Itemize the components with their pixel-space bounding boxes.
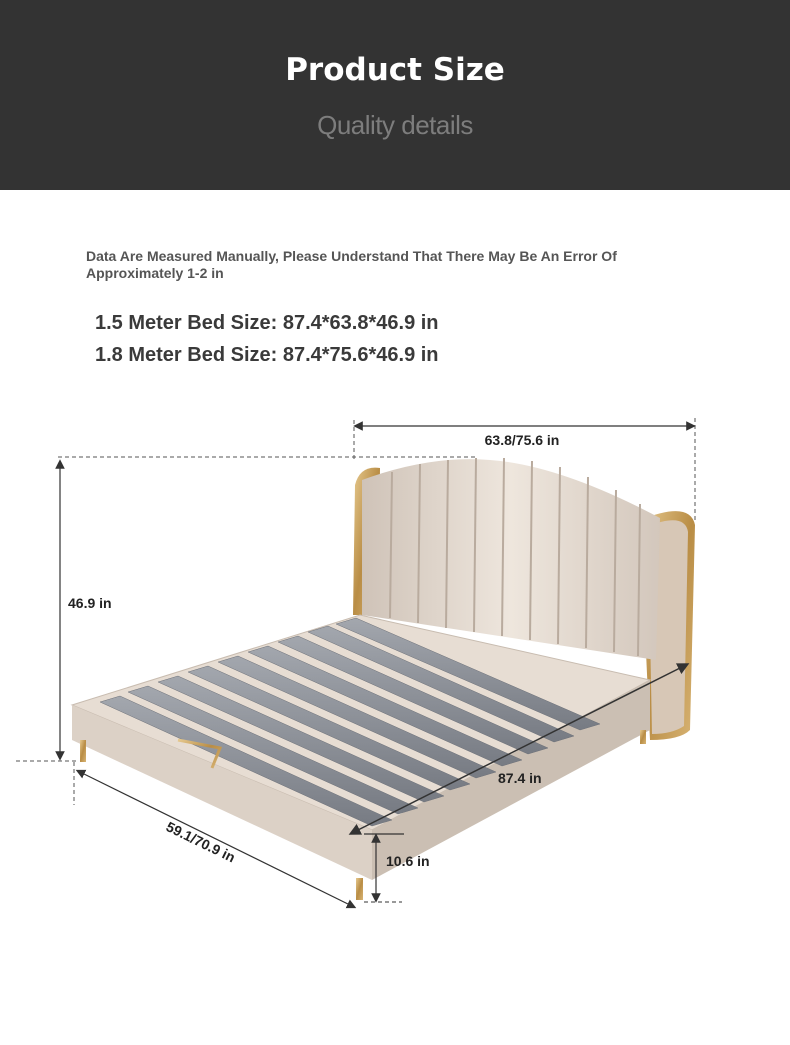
width-label: 63.8/75.6 in <box>484 432 560 448</box>
leg-height-label: 10.6 in <box>386 853 430 869</box>
leg-front-right <box>356 878 363 900</box>
page-subtitle: Quality details <box>317 110 473 140</box>
size-spec-1-5m: 1.5 Meter Bed Size: 87.4*63.8*46.9 in <box>95 312 439 334</box>
leg-back-right <box>640 730 646 744</box>
bed-dimension-diagram <box>0 400 790 960</box>
height-label: 46.9 in <box>68 595 112 611</box>
header-banner <box>0 0 790 190</box>
measurement-note: Data Are Measured Manually, Please Understand That There May Be An Error Of Approximately 1-2 in <box>86 248 617 281</box>
length-label: 87.4 in <box>498 770 542 786</box>
leg-front-left <box>80 740 86 762</box>
size-spec-1-8m: 1.8 Meter Bed Size: 87.4*75.6*46.9 in <box>95 344 439 366</box>
depth-label: 59.1/70.9 in <box>163 818 238 866</box>
page-title: Product Size <box>285 52 505 88</box>
